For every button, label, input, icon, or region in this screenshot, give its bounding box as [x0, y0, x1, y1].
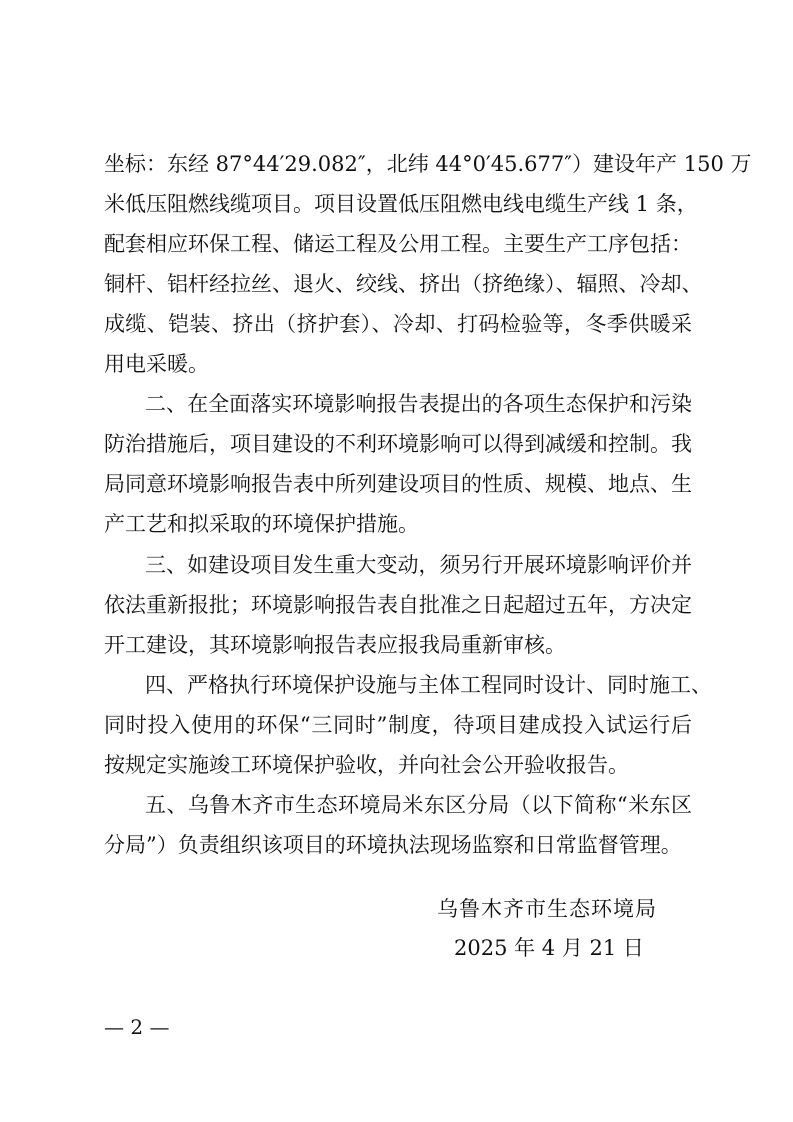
paragraph-4-line-3: 按规定实施竣工环境保护验收，并向社会公开验收报告。	[104, 753, 629, 777]
issuer-name: 乌鲁木齐市生态环境局	[437, 897, 657, 921]
paragraph-1-line-2: 米低压阻燃线缆项目。项目设置低压阻燃电线电缆生产线 1 条，	[104, 192, 698, 216]
paragraph-1-line-3: 配套相应环保工程、储运工程及公用工程。主要生产工序包括：	[104, 232, 692, 256]
paragraph-1-line-4: 铜杆、铝杆经拉丝、退火、绞线、挤出（挤绝缘）、辐照、冷却、	[104, 272, 703, 296]
paragraph-5-line-1: 五、乌鲁木齐市生态环境局米东区分局（以下简称“米东区	[145, 793, 692, 817]
paragraph-2-line-4: 产工艺和拟采取的环境保护措施。	[104, 512, 419, 536]
issue-date: 2025 年 4 月 21 日	[454, 936, 644, 960]
paragraph-3-line-1: 三、如建设项目发生重大变动，须另行开展环境影响评价并	[145, 553, 692, 577]
paragraph-5-line-2: 分局”）负责组织该项目的环境执法现场监察和日常监督管理。	[104, 833, 682, 857]
page-number: — 2 —	[104, 1015, 170, 1039]
paragraph-3-line-3: 开工建设，其环境影响报告表应报我局重新审核。	[104, 633, 566, 657]
paragraph-2-line-3: 局同意环境影响报告表中所列建设项目的性质、规模、地点、生	[104, 472, 692, 496]
paragraph-1-line-5: 成缆、铠装、挤出（挤护套）、冷却、打码检验等，冬季供暖采	[104, 312, 692, 336]
paragraph-4-line-2: 同时投入使用的环保“三同时”制度，待项目建成投入试运行后	[104, 713, 692, 737]
paragraph-1-line-6: 用电采暖。	[104, 352, 209, 376]
paragraph-1-line-1: 坐标：东经 87°44′29.082″，北纬 44°0′45.677″）建设年产 150 万	[104, 152, 752, 176]
paragraph-2-line-1: 二、在全面落实环境影响报告表提出的各项生态保护和污染	[145, 392, 692, 416]
paragraph-3-line-2: 依法重新报批；环境影响报告表自批准之日起超过五年，方决定	[104, 593, 692, 617]
paragraph-2-line-2: 防治措施后，项目建设的不利环境影响可以得到减缓和控制。我	[104, 432, 692, 456]
paragraph-4-line-1: 四、严格执行环境保护设施与主体工程同时设计、同时施工、	[145, 673, 712, 697]
